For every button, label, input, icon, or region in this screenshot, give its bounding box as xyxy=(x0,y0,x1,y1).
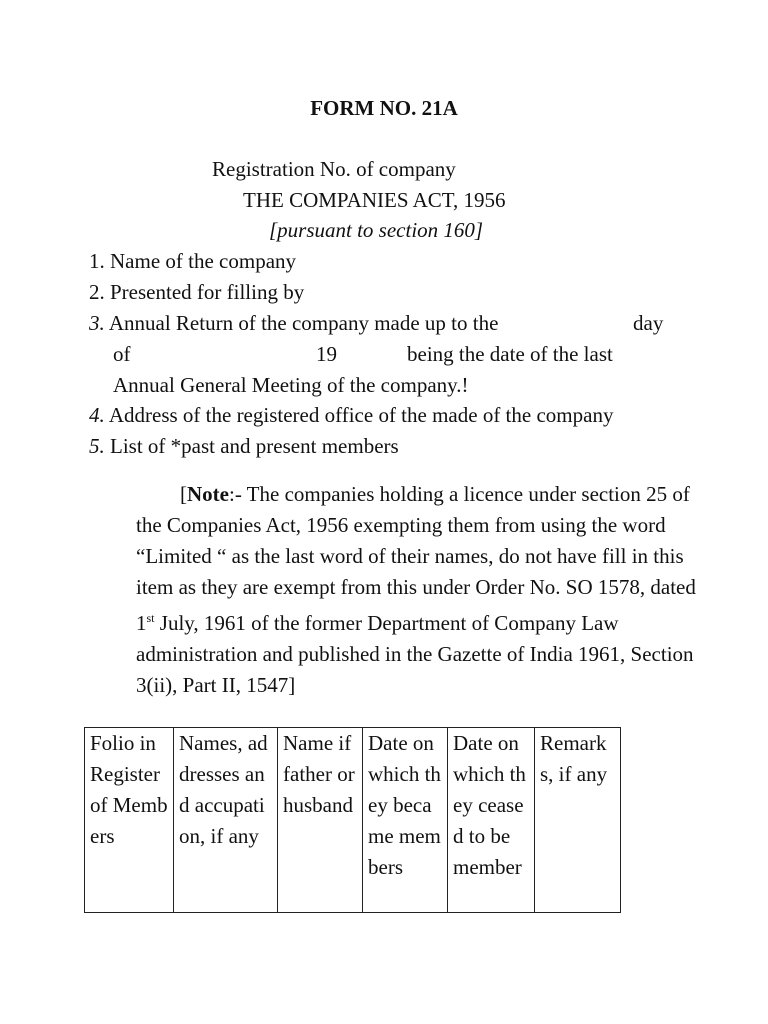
item-2 xyxy=(89,277,304,308)
item-4-number: 4. xyxy=(89,403,105,427)
item-2-number: 2. xyxy=(89,280,105,304)
item-3-line-1 xyxy=(89,308,498,339)
header-names: Names, addresses and accupation, if any xyxy=(174,728,278,913)
item-1-number: 1. xyxy=(89,249,105,273)
note-label: Note xyxy=(187,482,229,506)
item-4-text: Address of the registered office of the made of the company xyxy=(108,403,614,427)
item-1-text: Name of the company xyxy=(110,249,297,273)
item-2-text: Presented for filling by xyxy=(110,280,305,304)
item-5-text: List of *past and present members xyxy=(110,434,399,458)
header-date-ceased: Date on which they ceased to be member xyxy=(448,728,535,913)
note-text-after-sup: July, 1961 of the former Department of Company Law administration and published in the Gazette of India 1961, Section 3(ii), Part II, 1547] xyxy=(136,611,694,697)
pursuant-line: [pursuant to section 160] xyxy=(269,218,484,242)
item-1 xyxy=(89,246,296,277)
table-header-row xyxy=(85,728,621,913)
item-3-year: 19 xyxy=(316,342,337,366)
item-3-day: day xyxy=(633,311,664,335)
item-3-text-e: being the date of the last xyxy=(407,342,613,366)
members-table xyxy=(84,727,621,913)
item-3-of: of xyxy=(113,342,131,366)
header-date-became: Date on which they became members xyxy=(363,728,448,913)
registration-line: Registration No. of company xyxy=(212,157,456,181)
item-3-text-f: Annual General Meeting of the company.! xyxy=(113,373,469,397)
header-father-husband: Name if father or husband xyxy=(278,728,363,913)
item-4 xyxy=(89,400,613,431)
item-5-number: 5. xyxy=(89,434,105,458)
item-3-number: 3. xyxy=(89,311,105,335)
header-folio: Folio in Register of Members xyxy=(85,728,174,913)
item-5 xyxy=(89,431,399,462)
note-paragraph xyxy=(136,479,696,701)
item-3-text-a: Annual Return of the company made up to the xyxy=(108,311,499,335)
note-open-bracket: [ xyxy=(180,482,187,506)
form-title: FORM NO. 21A xyxy=(310,96,458,120)
note-text-before-sup: :- The companies holding a licence under section 25 of the Companies Act, 1956 exempting them from using the word “Limited “ as the last word of their names, do not have fill in this item as they are exempt from this under Order No. SO 1578, dated 1 xyxy=(136,482,696,635)
header-remarks: Remarks, if any xyxy=(535,728,621,913)
act-line: THE COMPANIES ACT, 1956 xyxy=(243,188,506,212)
note-superscript: st xyxy=(146,611,155,625)
